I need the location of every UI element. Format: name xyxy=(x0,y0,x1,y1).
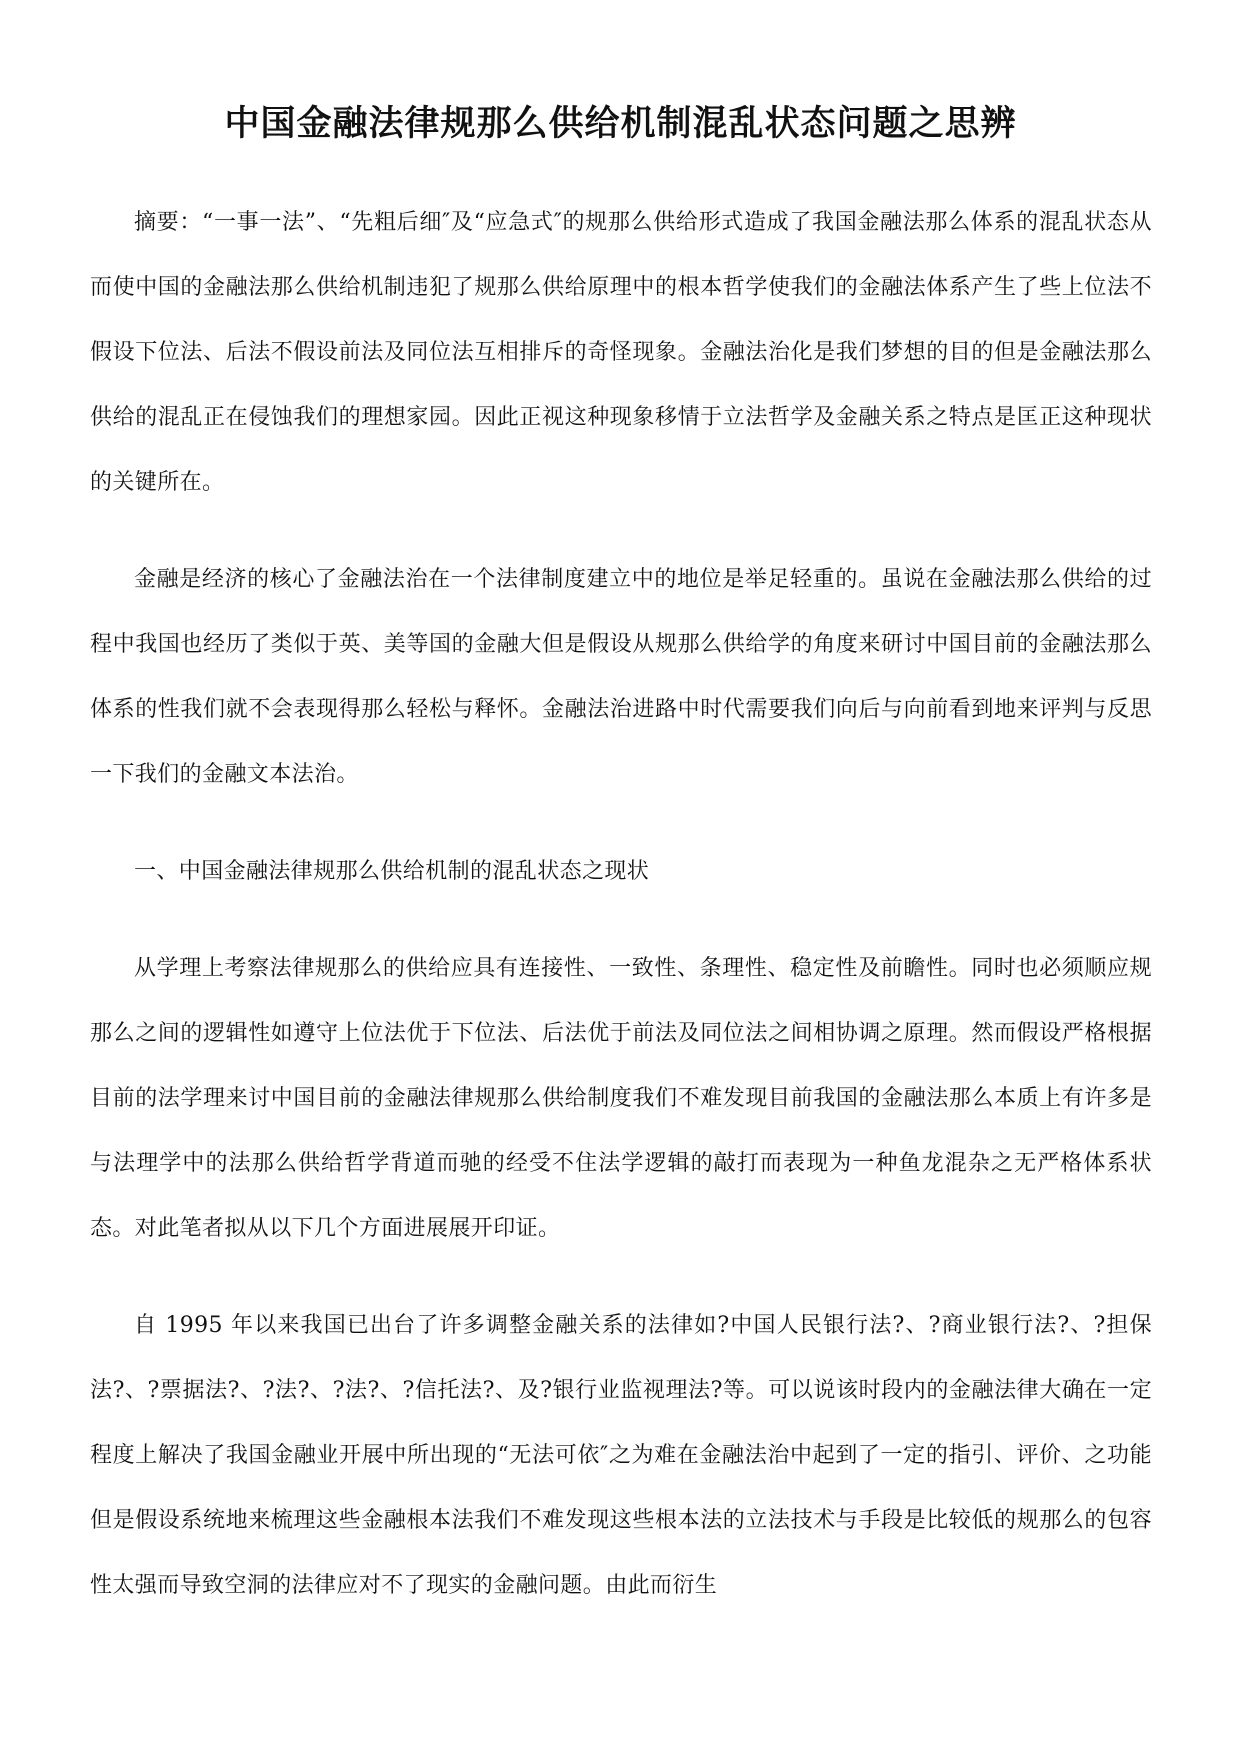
document-body xyxy=(90,190,1152,1650)
intro-paragraph: 金融是经济的核心了金融法治在一个法律制度建立中的地位是举足轻重的。虽说在金融法那么供给的过程中我国也经历了类似于英、美等国的金融大但是假设从规那么供给学的角度来研讨中国目前的金融法那么体系的性我们就不会表现得那么轻松与释怀。金融法治进路中时代需要我们向后与向前看到地来评判与反思一下我们的金融文本法治。 xyxy=(90,567,1152,787)
abstract-paragraph: 摘要：“一事一法”、“先粗后细″及“应急式″的规那么供给形式造成了我国金融法那么体系的混乱状态从而使中国的金融法那么供给机制违犯了规那么供给原理中的根本哲学使我们的金融法体系产生了些上位法不假设下位法、后法不假设前法及同位法互相排斥的奇怪现象。金融法治化是我们梦想的目的但是金融法那么供给的混乱正在侵蚀我们的理想家园。因此正视这种现象移情于立法哲学及金融关系之特点是匡正这种现状的关键所在。 xyxy=(90,210,1152,495)
body-paragraph: 从学理上考察法律规那么的供给应具有连接性、一致性、条理性、稳定性及前瞻性。同时也必须顺应规那么之间的逻辑性如遵守上位法优于下位法、后法优于前法及同位法之间相协调之原理。然而假设严格根据目前的法学理来讨中国目前的金融法律规那么供给制度我们不难发现目前我国的金融法那么本质上有许多是与法理学中的法那么供给哲学背道而驰的经受不住法学逻辑的敲打而表现为一种鱼龙混杂之无严格体系状态。对此笔者拟从以下几个方面进展展开印证。 xyxy=(90,956,1152,1241)
section-heading: 一、中国金融法律规那么供给机制的混乱状态之现状 xyxy=(134,859,650,884)
document-title: 中国金融法律规那么供给机制混乱状态问题之思辨 xyxy=(224,104,1017,144)
body-paragraph: 自 1995 年以来我国已出台了许多调整金融关系的法律如?中国人民银行法?、?商业银行法?、?担保法?、?票据法?、?法?、?法?、?信托法?、及?银行业监视理法?等。可以说该时段内的金融法律大确在一定程度上解决了我国金融业开展中所出现的“无法可依″之为难在金融法治中起到了一定的指引、评价、之功能但是假设系统地来梳理这些金融根本法我们不难发现这些根本法的立法技术与手段是比较低的规那么的包容性太强而导致空洞的法律应对不了现实的金融问题。由此而衍生 xyxy=(90,1313,1152,1598)
